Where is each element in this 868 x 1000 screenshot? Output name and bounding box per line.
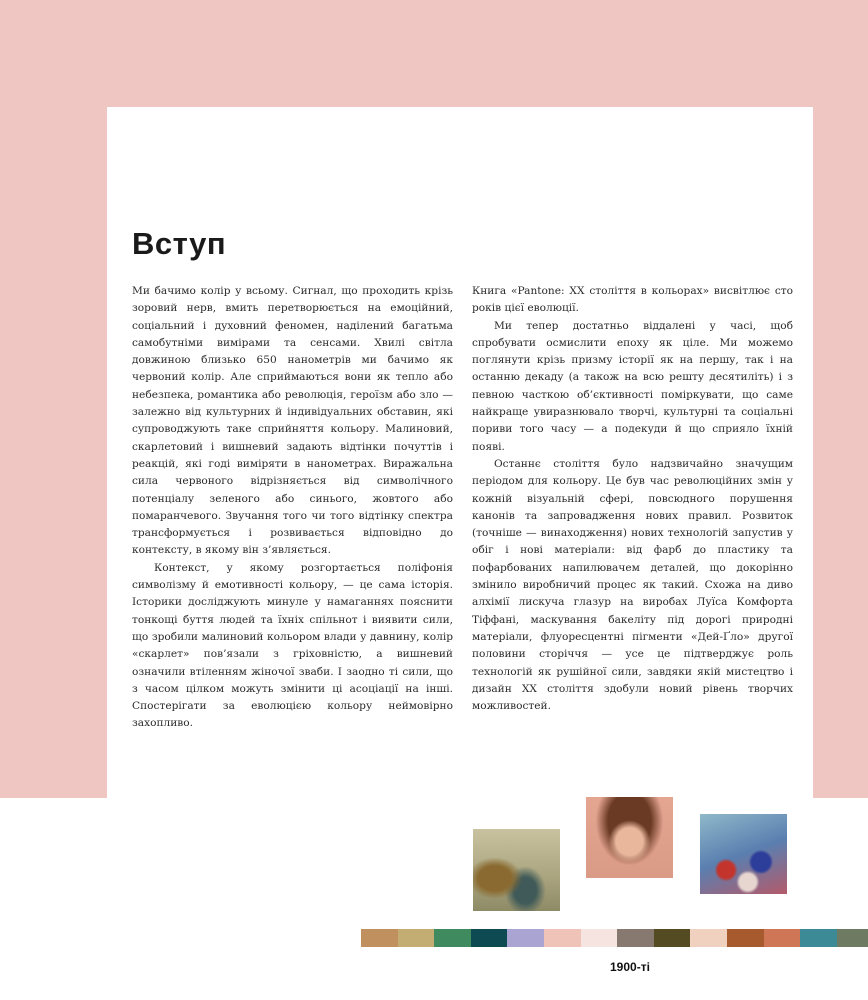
- color-swatch: [581, 929, 618, 947]
- color-swatch: [544, 929, 581, 947]
- page-title: Вступ: [132, 226, 227, 261]
- color-swatch: [727, 929, 764, 947]
- paragraph: Ми бачимо колір у всьому. Сигнал, що проходить крізь зоровий нерв, вмить перетворюється на емоційний, соціальний і духовний феномен, наділений багатьма самобутніми вимірами та сенсами. Хвилі світла довжиною близько 650 нанометрів ми бачимо як червоний колір. Але сприймаються вони як тепло або небезпека, романтика або революція, героїзм або зло — залежно від культурних й індивідуальних обставин, які супроводжують таке сприйняття кольору. Малиновий, скарлетовий і вишневий задають відтінки почуттів і реакцій, які годі виміряти в нанометрах. Виражальна сила червоного відрізняється від символічного потенціалу зеленого або синього, жовтого або помаранчевого. Звучання того чи того відтінку спектра трансформується і розвивається відповідно до контексту, в якому він з’являється.: [132, 285, 453, 557]
- artwork-abstract-painting-image: [700, 814, 787, 894]
- color-swatch: [800, 929, 837, 947]
- right-text-column: [472, 283, 793, 715]
- color-palette-strip: [361, 929, 868, 947]
- color-swatch: [471, 929, 508, 947]
- color-swatch: [398, 929, 435, 947]
- paragraph: Контекст, у якому розгортається поліфонія символізму й емотивності кольору, — це сама історія. Історики досліджують минуле у намаганнях пояснити тонкощі буття людей та їхніх спільнот і виявити сили, що зробили малиновий кольором влади у давнину, колір «скарлет» пов’язали з гріховністю, а вишневий означили втіленням жіночої зваби. І заодно ті сили, що з часом цілком можуть змінити ці асоціації на інші. Спостерігати за еволюцією кольору неймовірно захопливо.: [132, 561, 453, 730]
- color-swatch: [690, 929, 727, 947]
- color-swatch: [764, 929, 801, 947]
- left-text-column: [132, 283, 453, 733]
- artwork-woman-portrait-image: [586, 797, 673, 878]
- artwork-tiffany-vases-image: [473, 829, 560, 911]
- paragraph: Книга «Pantone: XX століття в кольорах» висвітлює сто років цієї еволюції.: [472, 285, 793, 315]
- color-swatch: [434, 929, 471, 947]
- color-swatch: [507, 929, 544, 947]
- color-swatch: [617, 929, 654, 947]
- decade-label: 1900-ті: [610, 960, 650, 974]
- paragraph: Останнє століття було надзвичайно значущим періодом для кольору. Це був час революційних змін у кожній візуальній сфері, повсюдного порушення канонів та запровадження нових правил. Розвиток (точніше — винаходження) нових технологій запустив у обіг і нові матеріали: від фарб до пластику та пофарбованих напилювачем деталей, що докорінно змінило виробничий процес як такий. Схожа на диво алхімії лискуча глазур на виробах Луїса Комфорта Тіффані, маскування бакеліту під дорогі природні матеріали, флуоресцентні пігменти «Дей-Ґло» другої половини сторіччя — усе це підтверджує роль технологій як рушійної сили, завдяки якій мистецтво і дизайн XX століття здобули новий рівень творчих можливостей.: [472, 457, 793, 713]
- color-swatch: [361, 929, 398, 947]
- paragraph: Ми тепер достатньо віддалені у часі, щоб спробувати осмислити епоху як ціле. Ми можемо поглянути крізь призму історії як на першу, так і на останню декаду (а також на всю решту десятиліть) і з певною часткою об’єктивності поміркувати, що саме найкраще увиразнювало творчі, культурні та соціальні пориви того часу — а подекуди й що сприяло їхній появі.: [472, 319, 793, 453]
- color-swatch: [837, 929, 868, 947]
- color-swatch: [654, 929, 691, 947]
